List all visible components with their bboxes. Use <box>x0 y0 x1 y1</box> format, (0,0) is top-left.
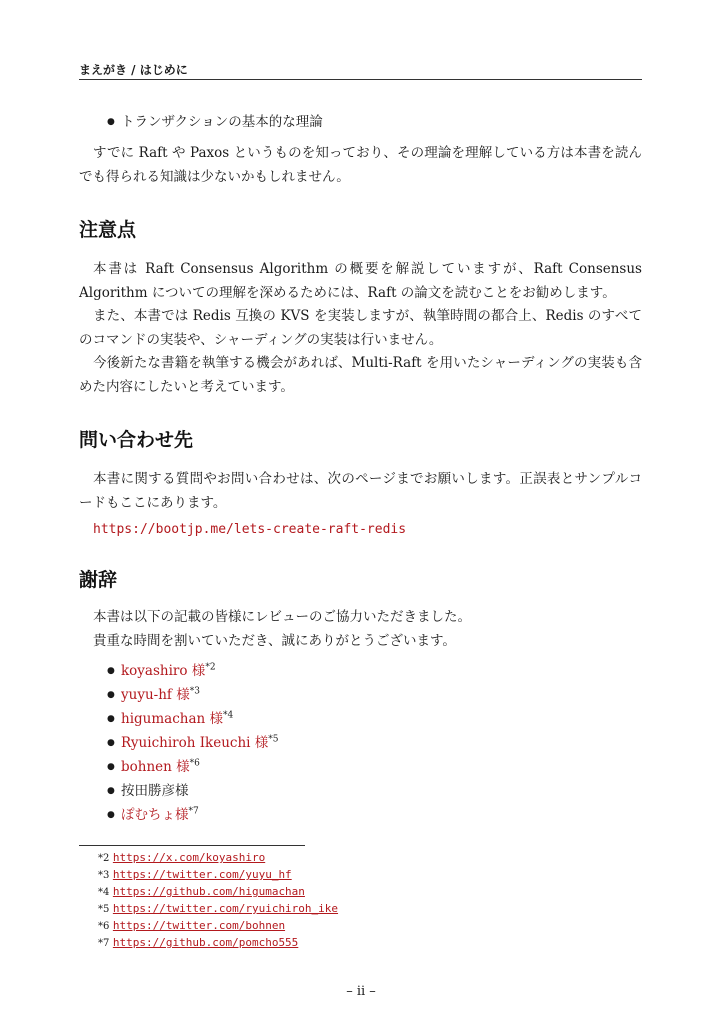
notes-paragraph-2: また、本書では Redis 互換の KVS を実装しますが、執筆時間の都合上、Redis のすべてのコマンドの実装や、シャーディングの実装は行いません。 <box>79 308 642 348</box>
footnotes <box>98 850 338 952</box>
intro-section <box>79 110 642 189</box>
reviewer-item[interactable] <box>107 659 642 683</box>
reviewer-list <box>79 659 642 827</box>
reviewer-item <box>107 779 642 803</box>
footnote-rule <box>79 845 305 846</box>
reviewer-suffix: 様 <box>250 735 269 751</box>
thanks-section <box>79 565 642 827</box>
reviewer-name-link[interactable]: higumachan <box>121 711 206 727</box>
reviewer-item[interactable] <box>107 803 642 827</box>
footnote <box>98 935 338 952</box>
footnote <box>98 918 338 935</box>
intro-list <box>79 110 642 134</box>
notes-paragraph-3: 今後新たな書籍を執筆する機会があれば、Multi-Raft を用いたシャーディングの実装も含めた内容にしたいと考えています。 <box>79 355 642 395</box>
footnote-mark: *6 <box>98 921 110 932</box>
footnote-ref[interactable]: *7 <box>188 806 199 817</box>
reviewer-suffix: 様 <box>171 687 190 703</box>
reviewer-suffix: 様 <box>175 807 189 823</box>
running-header: まえがき / はじめに <box>79 63 188 77</box>
section-heading-notes: 注意点 <box>79 219 137 241</box>
footnote-ref[interactable]: *4 <box>223 710 234 721</box>
footnote-url[interactable]: https://github.com/pomcho555 <box>112 936 299 949</box>
reviewer-name-link[interactable]: bohnen <box>121 759 172 775</box>
footnote-ref[interactable]: *3 <box>189 686 200 697</box>
reviewer-item[interactable] <box>107 731 642 755</box>
footnote-url[interactable]: https://twitter.com/bohnen <box>112 919 286 932</box>
reviewer-name-link[interactable]: ぽむちょ <box>121 807 175 823</box>
footnote-url[interactable]: https://twitter.com/ryuichiroh_ike <box>112 902 339 915</box>
reviewer-name-link[interactable]: koyashiro <box>121 663 188 679</box>
reviewer-item[interactable] <box>107 707 642 731</box>
contact-paragraph: 本書に関する質問やお問い合わせは、次のページまでお願いします。正誤表とサンプルコードもここにあります。 <box>79 471 642 511</box>
reviewer-name-link[interactable]: yuyu-hf <box>121 687 172 703</box>
notes-paragraph-1: 本書は Raft Consensus Algorithm の概要を解説していますが、Raft Consensus Algorithm についての理解を深めるためには、Raft の論文を読むことをお勧めします。 <box>79 261 642 301</box>
reviewer-suffix: 様 <box>187 663 206 679</box>
footnote-mark: *7 <box>98 938 110 949</box>
footnote-mark: *4 <box>98 887 110 898</box>
intro-paragraph: すでに Raft や Paxos というものを知っており、その理論を理解している方は本書を読んでも得られる知識は少ないかもしれません。 <box>79 145 642 185</box>
footnote-url[interactable]: https://x.com/koyashiro <box>112 851 266 864</box>
reviewer-item[interactable] <box>107 683 642 707</box>
footnote-url[interactable]: https://github.com/higumachan <box>112 885 305 898</box>
list-item-text: トランザクションの基本的な理論 <box>121 114 323 130</box>
list-item <box>107 110 642 134</box>
contact-url-link[interactable]: https://bootjp.me/lets-create-raft-redis <box>93 522 407 537</box>
footnote-ref[interactable]: *2 <box>205 662 216 673</box>
footnote-mark: *2 <box>98 853 110 864</box>
contact-section <box>79 425 642 541</box>
reviewer-item[interactable] <box>107 755 642 779</box>
reviewer-suffix: 様 <box>205 711 223 727</box>
footnote <box>98 850 338 867</box>
footnote-ref[interactable]: *6 <box>189 758 200 769</box>
notes-section <box>79 215 642 399</box>
section-heading-contact: 問い合わせ先 <box>79 429 194 451</box>
footnote-mark: *3 <box>98 870 110 881</box>
thanks-line-2: 貴重な時間を割いていただき、誠にありがとうございます。 <box>93 632 456 649</box>
header-rule <box>79 79 642 80</box>
footnote-ref[interactable]: *5 <box>268 734 279 745</box>
reviewer-name: 按田勝彦様 <box>121 783 189 799</box>
footnote <box>98 884 338 901</box>
reviewer-suffix: 様 <box>171 759 190 775</box>
footnote-url[interactable]: https://twitter.com/yuyu_hf <box>112 868 292 881</box>
section-heading-thanks: 謝辞 <box>79 569 118 591</box>
footnote-mark: *5 <box>98 904 110 915</box>
footnote <box>98 901 338 918</box>
reviewer-name-link[interactable]: Ryuichiroh Ikeuchi <box>121 735 251 751</box>
footnote <box>98 867 338 884</box>
page-number: – ii – <box>346 984 376 999</box>
thanks-line-1: 本書は以下の記載の皆様にレビューのご協力いただきました。 <box>93 609 471 625</box>
